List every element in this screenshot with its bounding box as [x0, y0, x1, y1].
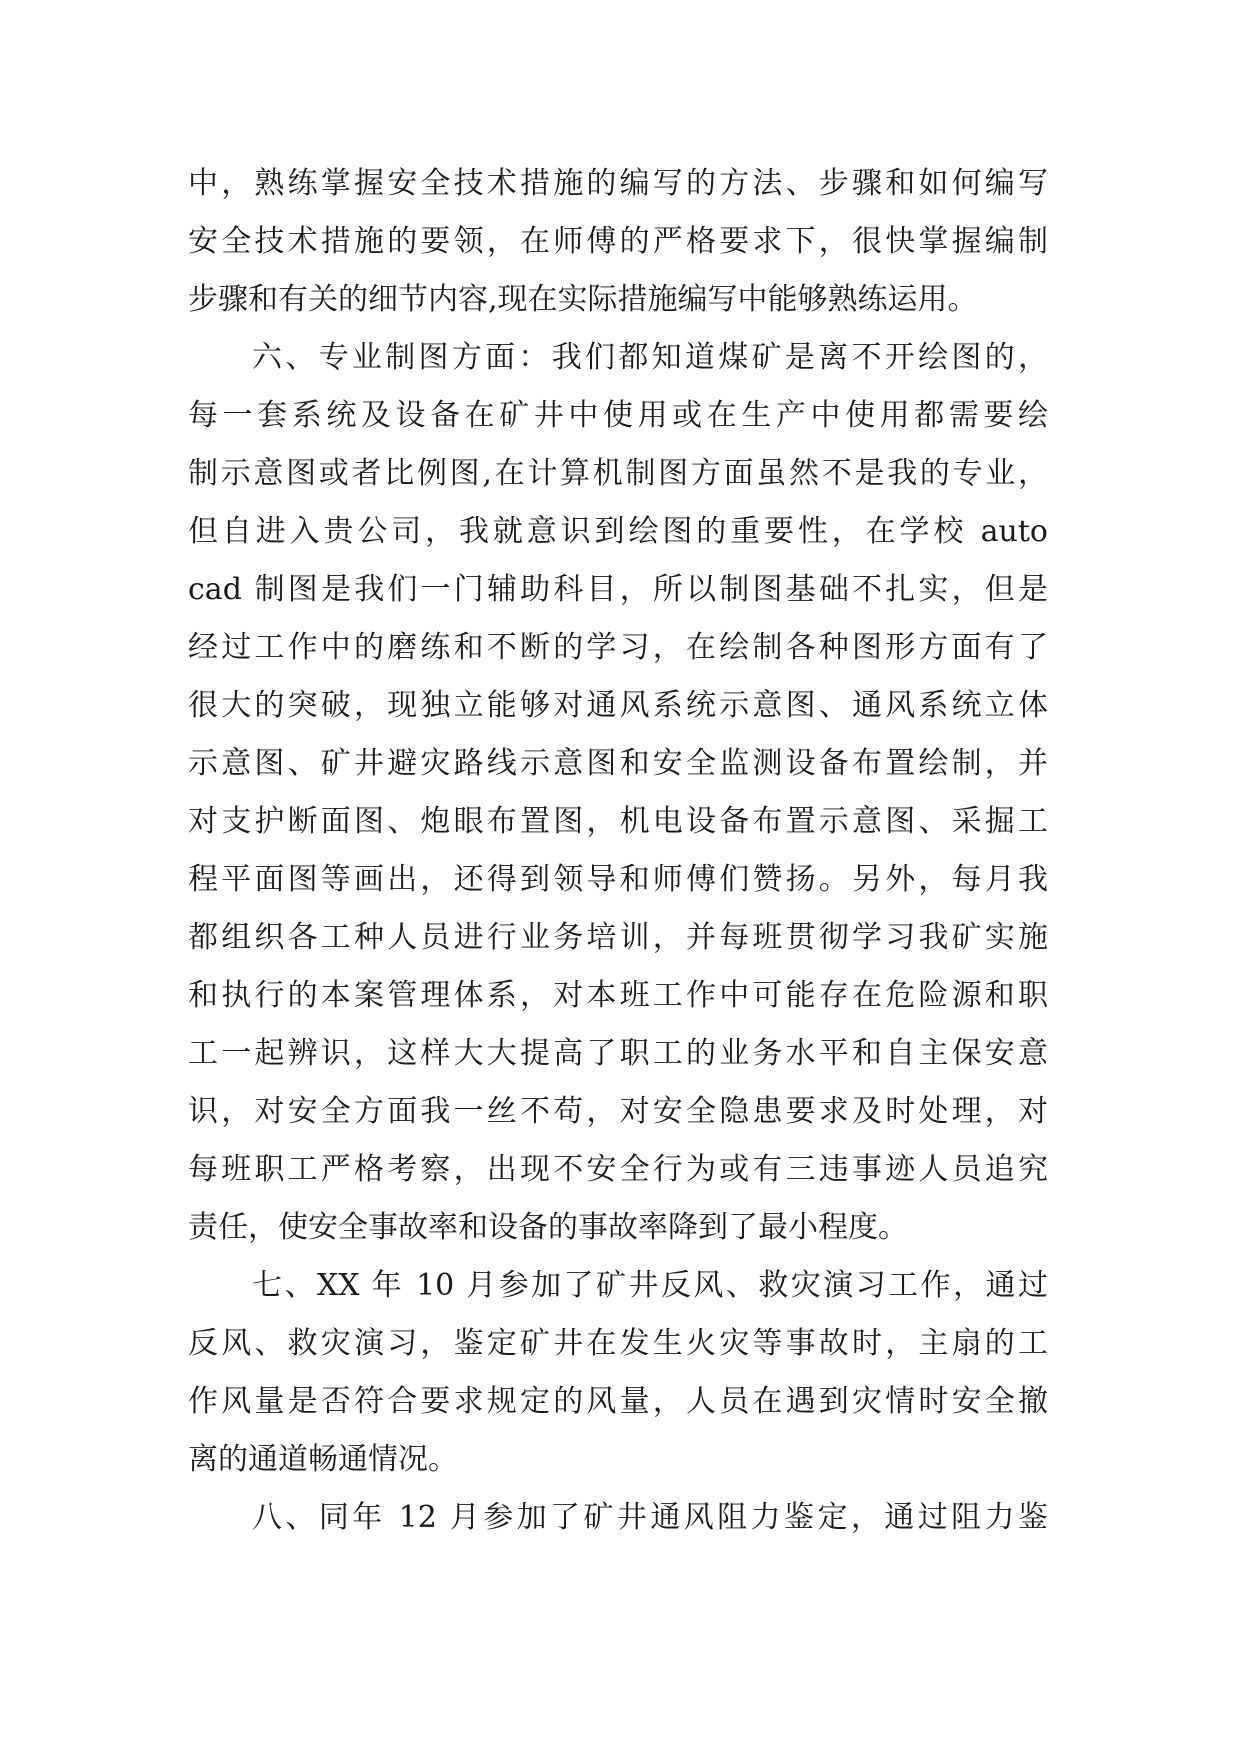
text-line: 每一套系统及设备在矿井中使用或在生产中使用都需要绘	[188, 398, 1048, 433]
text-line: 中，熟练掌握安全技术措施的编写的方法、步骤和如何编写	[188, 166, 1048, 201]
text-line: 示意图、矿井避灾路线示意图和安全监测设备布置绘制，并	[188, 746, 1048, 781]
text-line: 每班职工严格考察，出现不安全行为或有三违事迹人员追究	[188, 1152, 1048, 1187]
text-line: 八、同年 12 月参加了矿井通风阻力鉴定，通过阻力鉴	[252, 1500, 1048, 1535]
text-line: 制示意图或者比例图,在计算机制图方面虽然不是我的专业，	[188, 456, 1048, 491]
text-line: 步骤和有关的细节内容,现在实际措施编写中能够熟练运用。	[188, 282, 978, 317]
text-line: 反风、救灾演习，鉴定矿井在发生火灾等事故时，主扇的工	[188, 1326, 1048, 1361]
text-line: 识，对安全方面我一丝不苟，对安全隐患要求及时处理，对	[188, 1094, 1048, 1129]
text-line: 程平面图等画出，还得到领导和师傅们赞扬。另外，每月我	[188, 862, 1048, 897]
text-line: 七、XX 年 10 月参加了矿井反风、救灾演习工作，通过	[252, 1268, 1048, 1303]
text-line: 责任，使安全事故率和设备的事故率降到了最小程度。	[188, 1210, 908, 1245]
text-line: 和执行的本案管理体系，对本班工作中可能存在危险源和职	[188, 978, 1048, 1013]
text-line: 离的通道畅通情况。	[188, 1442, 458, 1477]
body-text	[188, 155, 1048, 1547]
text-line: 作风量是否符合要求规定的风量，人员在遇到灾情时安全撤	[188, 1384, 1048, 1419]
text-line: 工一起辨识，这样大大提高了职工的业务水平和自主保安意	[188, 1036, 1048, 1071]
text-line: 经过工作中的磨练和不断的学习，在绘制各种图形方面有了	[188, 630, 1048, 665]
text-line: 六、专业制图方面：我们都知道煤矿是离不开绘图的，	[252, 340, 1048, 375]
text-line: 很大的突破，现独立能够对通风系统示意图、通风系统立体	[188, 688, 1048, 723]
text-line: cad 制图是我们一门辅助科目，所以制图基础不扎实，但是	[188, 572, 1048, 607]
text-line: 但自进入贵公司，我就意识到绘图的重要性，在学校 auto	[188, 514, 1048, 549]
text-line: 对支护断面图、炮眼布置图，机电设备布置示意图、采掘工	[188, 804, 1048, 839]
text-line: 安全技术措施的要领，在师傅的严格要求下，很快掌握编制	[188, 224, 1048, 259]
text-line: 都组织各工种人员进行业务培训，并每班贯彻学习我矿实施	[188, 920, 1048, 955]
